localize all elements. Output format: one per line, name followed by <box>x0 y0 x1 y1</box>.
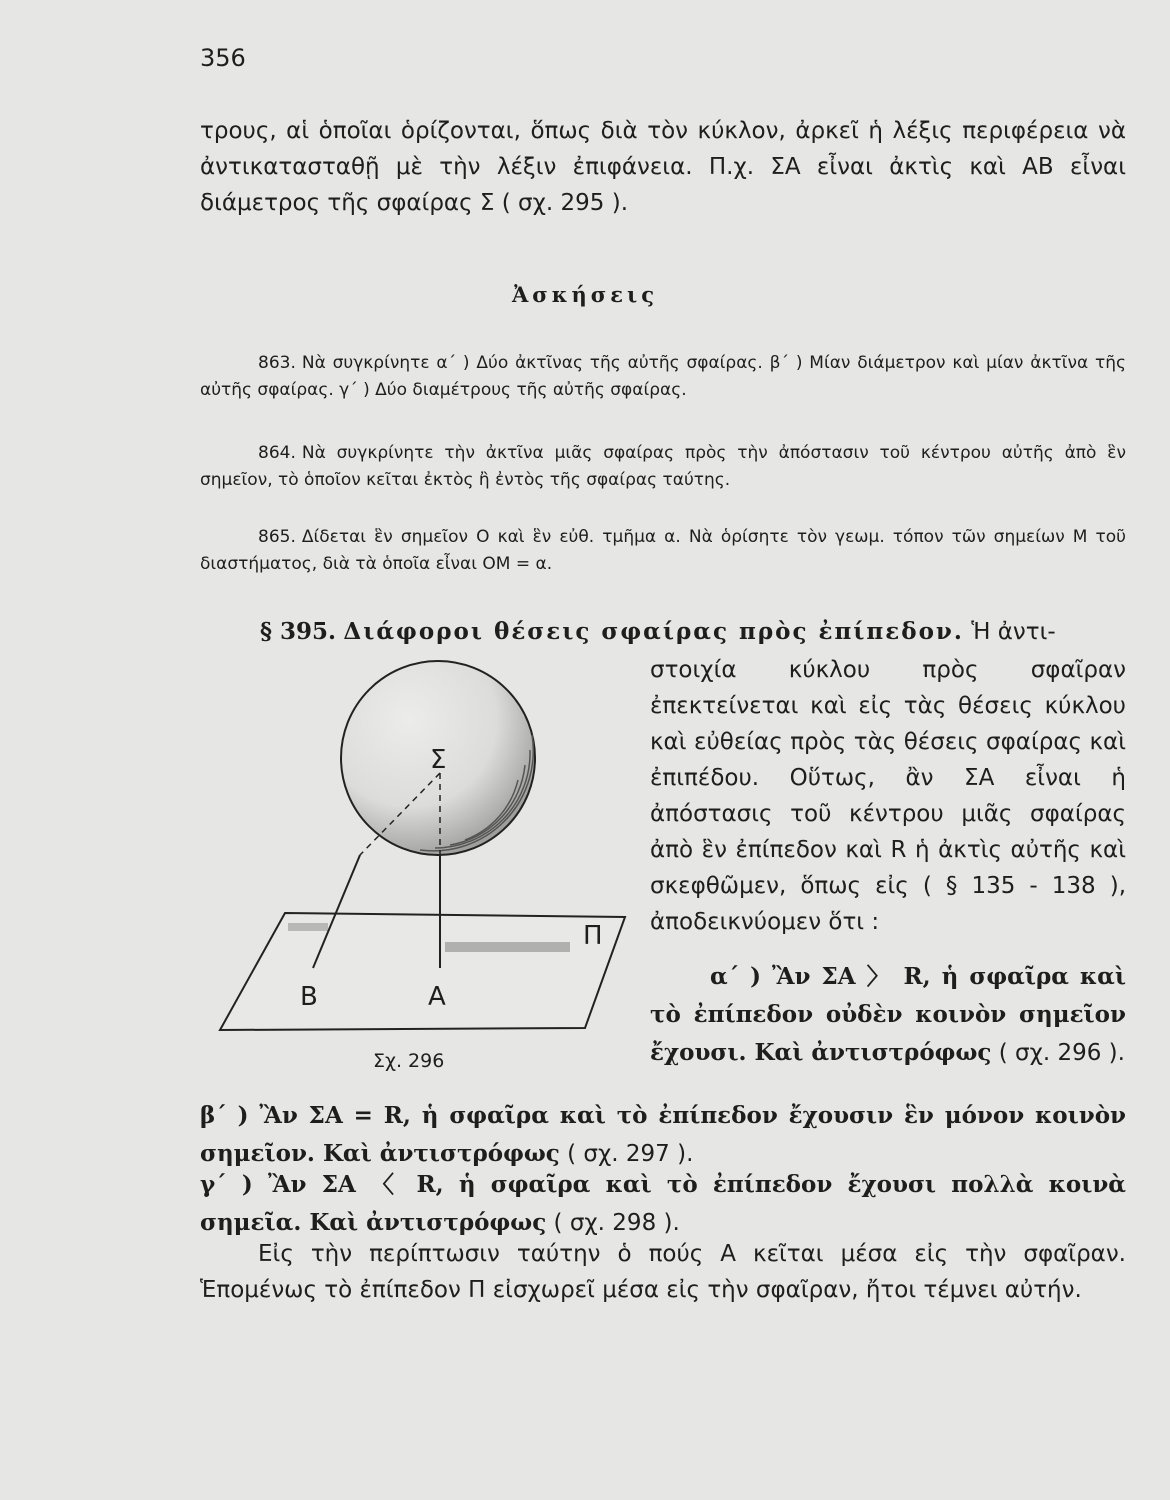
case-c <box>200 1166 1126 1242</box>
exercise-text: Νὰ συγκρίνητε α΄ ) Δύο ἀκτῖνας τῆς αὐτῆς σφαίρας. β΄ ) Μίαν διάμετρον καὶ μίαν ἀκτῖνα τῆς αὐτῆς σφαίρας. γ΄ ) Δύο διαμέτρους τῆς αὐτῆς σφαίρας. <box>200 353 1126 400</box>
exercise-text: Δίδεται ἓν σημεῖον Ο καὶ ἓν εὐθ. τμῆμα α. Νὰ ὁρίσητε τὸν γεωμ. τόπον τῶν σημείων Μ τοῦ διαστήματος, διὰ τὰ ὁποῖα εἶναι ΟΜ = α. <box>200 527 1126 574</box>
case-ref: ( σχ. 298 ). <box>546 1210 680 1236</box>
case-ref: ( σχ. 296 ). <box>991 1040 1125 1066</box>
sphere-plane-figure <box>200 655 630 1055</box>
label-b: Β <box>300 982 318 1012</box>
plane-polygon <box>220 913 625 1030</box>
label-foot: Α <box>428 982 446 1012</box>
exercise-number: 865. <box>258 527 296 547</box>
intro-paragraph: τρους, αἱ ὁποῖαι ὁρίζονται, ὅπως διὰ τὸν κύκλον, ἀρκεῖ ἡ λέξις περιφέρεια νὰ ἀντικατασταθῇ μὲ τὴν λέξιν ἐπιφάνεια. Π.χ. ΣΑ εἶναι ἀκτὶς καὶ ΑΒ εἶναι διάμετρος τῆς σφαίρας Σ ( σχ. 295 ). <box>200 118 1126 216</box>
section-lead: Ἡ ἀντι- <box>971 619 1056 645</box>
section-body: στοιχία κύκλου πρὸς σφαῖραν ἐπεκτείνεται καὶ εἰς τὰς θέσεις κύκλου καὶ εὐθείας πρὸς τὰς θέσεις σφαίρας καὶ ἐπιπέδου. Οὕτως, ἂν ΣΑ εἶναι ἡ ἀπόστασις τοῦ κέντρου μιᾶς σφαίρας ἀπὸ ἓν ἐπίπεδον καὶ R ἡ ἀκτὶς αὐτῆς καὶ σκεφθῶμεν, ὅπως εἰς ( § 135 - 138 ), ἀποδεικνύομεν ὅτι : <box>650 657 1126 935</box>
case-text: γ΄ ) Ἂν ΣΑ 〈 R, ἡ σφαῖρα καὶ τὸ ἐπίπεδον ἔχουσι πολλὰ κοινὰ σημεῖα. Καὶ ἀντιστρόφως <box>200 1171 1126 1236</box>
case-b <box>200 1097 1126 1173</box>
exercise-number: 863. <box>258 353 296 373</box>
exercise-number: 864. <box>258 443 296 463</box>
plane-shading <box>288 923 328 931</box>
closing-paragraph: Εἰς τὴν περίπτωσιν ταύτην ὁ πούς Α κεῖται μέσα εἰς τὴν σφαῖραν. Ἑπομένως τὸ ἐπίπεδον Π εἰσχωρεῖ μέσα εἰς τὴν σφαῖραν, ἤτοι τέμνει αὐτήν. <box>200 1241 1126 1303</box>
section-number: § 395. <box>260 618 337 645</box>
case-a <box>650 958 1126 1072</box>
exercise-864 <box>200 440 1126 494</box>
case-text: β΄ ) Ἂν ΣΑ = R, ἡ σφαῖρα καὶ τὸ ἐπίπεδον ἔχουσιν ἓν μόνον κοινὸν σημεῖον. Καὶ ἀντιστρόφως <box>200 1102 1126 1167</box>
exercise-865 <box>200 524 1126 578</box>
case-text: α΄ ) Ἂν ΣΑ 〉 R, ἡ σφαῖρα καὶ τὸ ἐπίπεδον οὐδὲν κοινὸν σημεῖον ἔχουσι. Καὶ ἀντιστρόφως <box>650 963 1126 1066</box>
label-center: Σ <box>430 745 447 775</box>
label-plane: Π <box>583 921 603 951</box>
case-ref: ( σχ. 297 ). <box>559 1141 694 1167</box>
figure-caption: Σχ. 296 <box>373 1050 445 1072</box>
section-heading <box>260 618 1056 645</box>
exercises-heading: Ἀσκήσεις <box>512 282 658 307</box>
section-title: Διάφοροι θέσεις σφαίρας πρὸς ἐπίπεδον. <box>343 618 964 645</box>
page-number: 356 <box>200 44 246 72</box>
exercise-text: Νὰ συγκρίνητε τὴν ἀκτῖνα μιᾶς σφαίρας πρὸς τὴν ἀπόστασιν τοῦ κέντρου αὐτῆς ἀπὸ ἓν σημεῖον, τὸ ὁποῖον κεῖται ἐκτὸς ἢ ἐντὸς τῆς σφαίρας ταύτης. <box>200 443 1126 490</box>
exercise-863 <box>200 350 1126 404</box>
plane-shading <box>445 942 570 952</box>
